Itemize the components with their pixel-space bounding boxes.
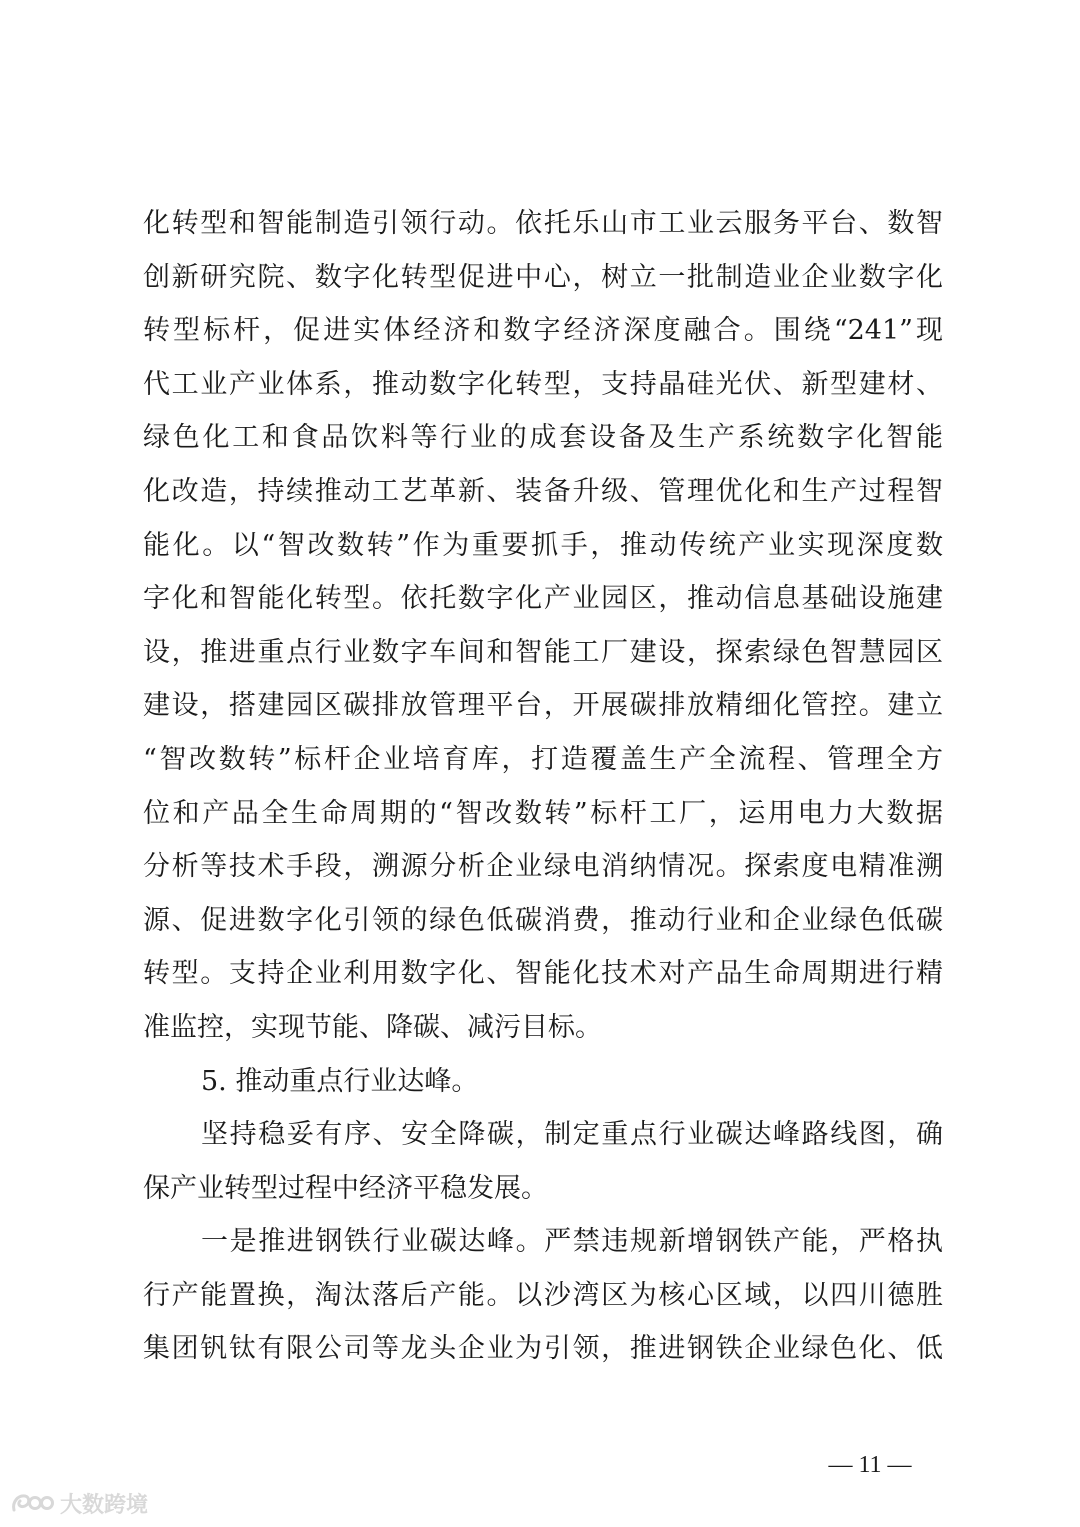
watermark <box>10 1488 148 1518</box>
text-line-20: 一是推进钢铁行业碳达峰。严禁违规新增钢铁产能，严格执 <box>201 1226 943 1258</box>
text-line-19: 保产业转型过程中经济平稳发展。 <box>143 1172 548 1204</box>
text-line-22: 集团钒钛有限公司等龙头企业为引领，推进钢铁企业绿色化、低 <box>143 1333 943 1365</box>
brand-logo-icon <box>10 1490 54 1516</box>
text-line-15: 转型。支持企业利用数字化、智能化技术对产品生命周期进行精 <box>143 958 943 990</box>
text-line-4: 代工业产业体系，推动数字化转型，支持晶硅光伏、新型建材、 <box>143 368 943 400</box>
text-line-8: 字化和智能化转型。依托数字化产业园区，推动信息基础设施建 <box>143 583 943 615</box>
text-line-11: “智改数转”标杆企业培育库，打造覆盖生产全流程、管理全方 <box>143 743 943 775</box>
text-line-16: 准监控，实现节能、降碳、减污目标。 <box>143 1011 602 1043</box>
text-line-9: 设，推进重点行业数字车间和智能工厂建设，探索绿色智慧园区 <box>143 636 943 668</box>
text-line-5: 绿色化工和食品饮料等行业的成套设备及生产系统数字化智能 <box>143 422 943 454</box>
text-line-2: 创新研究院、数字化转型促进中心，树立一批制造业企业数字化 <box>143 261 943 293</box>
text-line-3: 转型标杆，促进实体经济和数字经济深度融合。围绕“241”现 <box>143 315 943 347</box>
section-heading: 5. 推动重点行业达峰。 <box>201 1065 479 1097</box>
body-text <box>143 197 943 1376</box>
text-line-6: 化改造，持续推动工艺革新、装备升级、管理优化和生产过程智 <box>143 475 943 507</box>
text-line-21: 行产能置换，淘汰落后产能。以沙湾区为核心区域，以四川德胜 <box>143 1279 943 1311</box>
text-line-13: 分析等技术手段，溯源分析企业绿电消纳情况。探索度电精准溯 <box>143 851 943 883</box>
watermark-text: 大数跨境 <box>60 1492 149 1518</box>
text-line-10: 建设，搭建园区碳排放管理平台，开展碳排放精细化管控。建立 <box>143 690 943 722</box>
text-line-12: 位和产品全生命周期的“智改数转”标杆工厂，运用电力大数据 <box>143 797 943 829</box>
page-number: — 11 — <box>828 1452 912 1478</box>
text-line-1: 化转型和智能制造引领行动。依托乐山市工业云服务平台、数智 <box>143 208 943 239</box>
text-line-14: 源、促进数字化引领的绿色低碳消费，推动行业和企业绿色低碳 <box>143 904 943 936</box>
text-line-7: 能化。以“智改数转”作为重要抓手，推动传统产业实现深度数 <box>143 529 943 561</box>
text-line-18: 坚持稳妥有序、安全降碳，制定重点行业碳达峰路线图，确 <box>201 1119 943 1151</box>
